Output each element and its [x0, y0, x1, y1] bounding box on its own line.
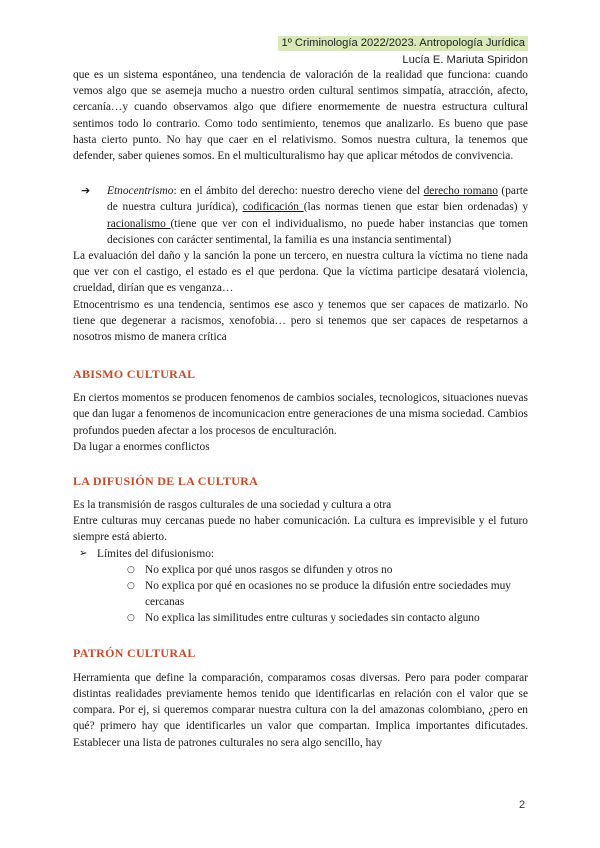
- arrow-bullet-icon: ➔: [81, 184, 91, 198]
- page-content: [73, 67, 528, 751]
- term-etnocentrismo: Etnocentrismo: [107, 185, 174, 198]
- list-item: ○ No explica las similitudes entre culturas y sociedades sin contacto alguno: [127, 610, 528, 626]
- etnocentrismo-text: Etnocentrismo: en el ámbito del derecho: nuestro derecho viene del derecho romano (parte de nuestra cultura jurídica), codificación (las normas tienen que estar bien ordenadas) y racionalismo (tiene que ver con el individualismo, no puede haber instancias que tomen decisiones con carácter sentimental, la familia es una instancia sentimental): [107, 185, 529, 246]
- heading-abismo-cultural: ABISMO CULTURAL: [73, 367, 196, 382]
- etnocentrismo-item: [81, 183, 528, 248]
- circle-bullet-icon: ○: [127, 564, 135, 575]
- etnocentrismo-paragraph: Etnocentrismo es una tendencia, sentimos ese asco y tenemos que ser capaces de matizarlo. No tiene que degenerar a racismos, xenofobia… pero si tenemos que ser capaces de respetarnos a nosotros mismo de manera crítica: [73, 298, 528, 344]
- circle-bullet-icon: ○: [127, 581, 135, 592]
- intro-paragraph: que es un sistema espontáneo, una tendencia de valoración de la realidad que funciona: cuando vemos algo que se asemeja mucho a nuestro orden cultural sentimos simpatía, atracción, afecto, cercanía…y cuando observamos algo que difiere enormemente de nuestra estructura cultural sentimos todo lo contrario. Como todo sentimiento, tenemos que analizarlo. Es bueno que pase hasta cierto punto. No hay que caer en el relativismo. Somos nuestra cultura, la tenemos que defender, saber quienes somos. En el multiculturalismo hay que aplicar métodos de convivencia.: [73, 69, 528, 163]
- victima-paragraph: La evaluación del daño y la sanción la pone un tercero, en nuestra cultura la víctima no tiene nada que ver con el castigo, el estado es el que perdona. Que la víctima participe desatará violencia, crueldad, dirían que es venganza…: [73, 250, 528, 295]
- heading-patron-cultural: PATRÓN CULTURAL: [73, 645, 196, 660]
- difusion-paragraph: Entre culturas muy cercanas puede no haber comunicación. La cultura es imprevisible y el futuro siempre está abierto.: [73, 515, 528, 544]
- abismo-paragraph: En ciertos momentos se producen fenomenos de cambios sociales, tecnologicos, situaciones nuevas que dan lugar a fenomenos de incomunicacion entre generaciones de una misma sociedad. Cambios profundos pueden afectar a los procesos de enculturación.: [73, 392, 528, 437]
- difusion-definition: Es la transmisión de rasgos culturales de una sociedad y cultura a otra: [73, 499, 392, 512]
- underlined-codificacion: codificación: [242, 201, 304, 214]
- header-author: Lucía E. Mariuta Spiridon: [402, 54, 528, 66]
- arrowhead-bullet-icon: ➢: [79, 547, 88, 559]
- limites-label: Límites del difusionismo:: [97, 547, 215, 560]
- underlined-racionalismo: racionalismo: [107, 217, 171, 230]
- patron-paragraph: Herramienta que define la comparación, comparamos cosas diversas. Pero para poder comparar distintas realidades previamente hemos tenido que identificarlas en relación con el valor que se compara. Por ej, si queremos comparar nuestra cultura con la del amazonas colombiano, ¿pero en qué? primero hay que identificarles un valor que compartan. Implica importantes dificutades. Establecer una lista de patrones culturales no sera algo sencillo, hay: [73, 671, 528, 749]
- limites-item: [79, 546, 528, 562]
- list-item: ○ No explica por qué unos rasgos se difunden y otros no: [127, 562, 528, 578]
- abismo-conflictos: Da lugar a enormes conflictos: [73, 440, 210, 453]
- heading-difusion-cultura: LA DIFUSIÓN DE LA CULTURA: [73, 474, 259, 489]
- header-course: 1º Criminología 2022/2023. Antropología Jurídica: [278, 36, 528, 51]
- underlined-derecho-romano: derecho romano: [423, 185, 498, 198]
- list-item: ○ No explica por qué en ocasiones no se produce la difusión entre sociedades muy cercanas: [127, 578, 528, 610]
- page-number: 2: [519, 799, 526, 811]
- circle-bullet-icon: ○: [127, 613, 135, 624]
